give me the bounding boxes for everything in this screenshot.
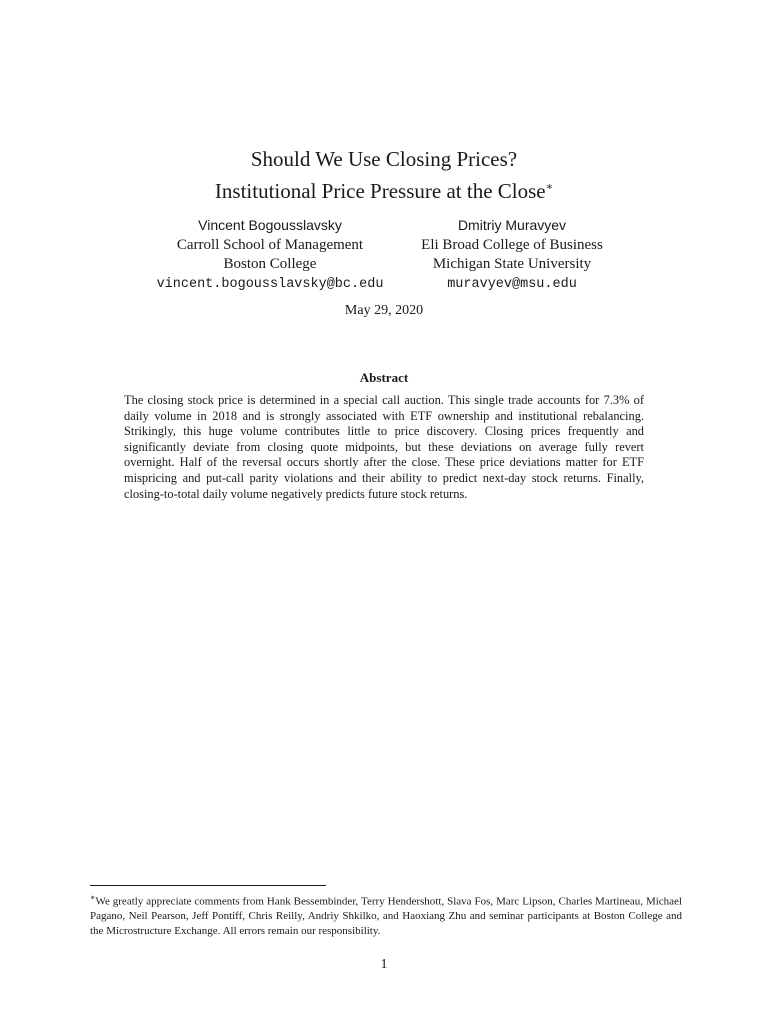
paper-title [0,145,768,205]
footnote [90,891,682,938]
page-number: 1 [380,957,388,972]
paper-date: May 29, 2020 [344,303,424,318]
author-email[interactable]: muravyev@msu.edu [447,276,577,292]
abstract-heading: Abstract [359,370,409,385]
footnote-divider [90,885,326,886]
title-line-2 [0,173,768,205]
author-affiliation: Eli Broad College of Business [421,236,603,253]
author-name: Vincent Bogousslavsky [198,217,342,233]
author-block-1 [150,216,390,294]
author-block-2 [392,216,632,294]
title-line-1: Should We Use Closing Prices? [250,147,518,171]
author-email[interactable]: vincent.bogousslavsky@bc.edu [156,276,384,292]
author-institution: Boston College [223,256,317,272]
title-line-2-text: Institutional Price Pressure at the Close [214,179,546,203]
author-institution: Michigan State University [432,256,592,272]
footnote-marker: ∗ [90,893,96,902]
footnote-text: We greatly appreciate comments from Hank Bessembinder, Terry Hendershott, Slava Fos, Marc Lipson, Charles Martineau, Michael Pagano, Neil Pearson, Jeff Pontiff, Chris Reilly, Andriy Shkilko, and Haoxiang Zhu and seminar participants at Boston College and the Microstructure Exchange. All errors remain our responsibility. [90,895,682,937]
abstract-text: The closing stock price is determined in a special call auction. This single trade accounts for 7.3% of daily volume in 2018 and is strongly associated with ETF ownership and institutional rebalancing. Strikingly, this huge volume contributes little to price discovery. Closing prices frequently and significantly deviate from closing quote midpoints, but these deviations on average fully revert overnight. Half of the reversal occurs shortly after the close. These price deviations matter for ETF mispricing and put-call parity violations and their ability to predict next-day stock returns. Finally, closing-to-total daily volume negatively predicts future stock returns. [124,393,644,501]
author-affiliation: Carroll School of Management [176,236,364,253]
author-name: Dmitriy Muravyev [457,217,567,233]
title-footnote-marker: ∗ [545,181,554,193]
